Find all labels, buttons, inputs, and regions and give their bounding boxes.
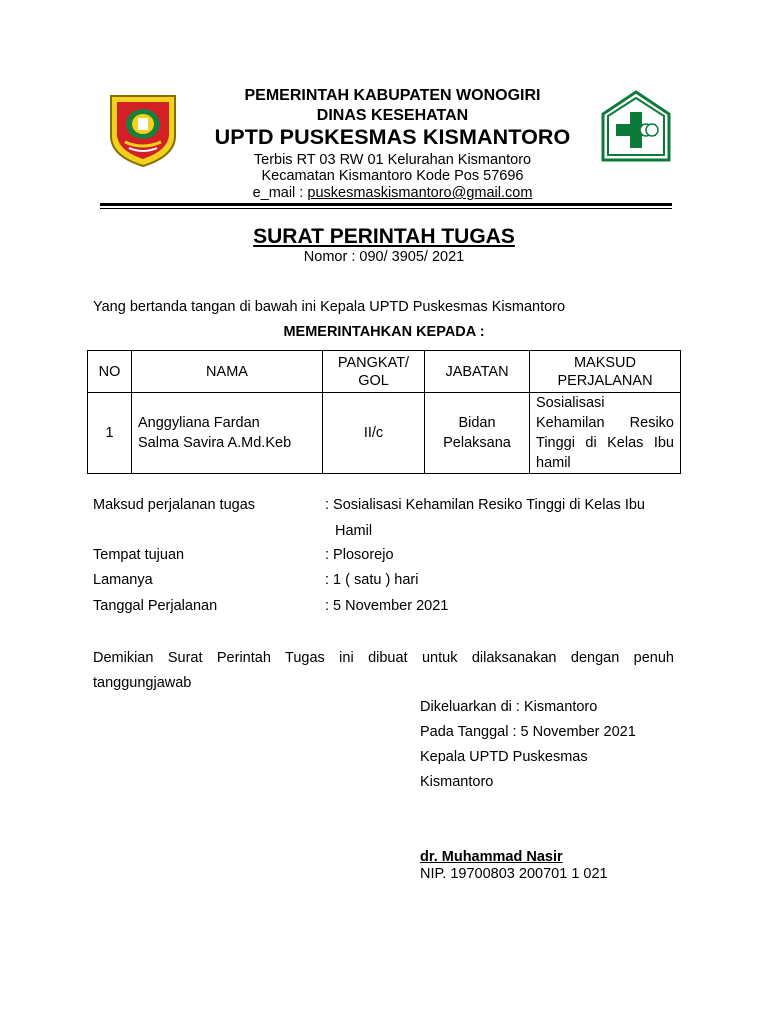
- header-no: NO: [88, 351, 132, 393]
- cell-jabatan-line2: Pelaksana: [443, 435, 511, 451]
- header-nama: NAMA: [132, 351, 323, 393]
- letter-number: Nomor : 090/ 3905/ 2021: [303, 249, 465, 265]
- duration-value: : 1 ( satu ) hari: [325, 572, 419, 588]
- header-maksud-line1: MAKSUD: [573, 354, 637, 371]
- cell-nama-line2: Salma Savira A.Md.Keb: [138, 435, 292, 451]
- wonogiri-emblem-logo: [107, 92, 179, 168]
- cell-jabatan: [425, 393, 530, 474]
- closing-line-1: Demikian Surat Perintah Tugas ini dibuat untuk dilaksanakan dengan penuh: [93, 650, 674, 666]
- cell-gol: II/c: [323, 393, 425, 474]
- header-maksud: [530, 351, 681, 393]
- signer-name: dr. Muhammad Nasir: [420, 849, 563, 865]
- cell-maksud-line4: hamil: [536, 455, 571, 471]
- header-pangkat-line2: GOL: [358, 372, 389, 389]
- cell-no: 1: [88, 393, 132, 474]
- intro-text: Yang bertanda tangan di bawah ini Kepala UPTD Puskesmas Kismantoro: [93, 299, 566, 315]
- purpose-value-cont: Hamil: [335, 523, 373, 539]
- letterhead-divider-thick: [100, 203, 672, 206]
- destination-value: : Plosorejo: [325, 547, 394, 563]
- address-line-1: Terbis RT 03 RW 01 Kelurahan Kismantoro: [253, 152, 532, 168]
- table-header-row: [88, 351, 681, 393]
- destination-label: Tempat tujuan: [93, 547, 185, 563]
- date-value: : 5 November 2021: [325, 598, 449, 614]
- government-name: PEMERINTAH KABUPATEN WONOGIRI: [244, 87, 541, 104]
- puskesmas-logo: [601, 90, 671, 162]
- table-row: [88, 393, 681, 474]
- signer-nip: NIP. 19700803 200701 1 021: [420, 866, 608, 882]
- issued-at: Dikeluarkan di : Kismantoro: [420, 699, 598, 715]
- issued-date: Pada Tanggal : 5 November 2021: [420, 724, 636, 740]
- signer-position-line1: Kepala UPTD Puskesmas: [420, 749, 588, 765]
- purpose-label: Maksud perjalanan tugas: [93, 497, 256, 513]
- signer-position-line2: Kismantoro: [420, 774, 494, 790]
- duration-label: Lamanya: [93, 572, 153, 588]
- header-pangkat-line1: PANGKAT/: [337, 354, 410, 371]
- email-link[interactable]: puskesmaskismantoro@gmail.com: [307, 185, 533, 201]
- cell-maksud-line1: Sosialisasi: [536, 395, 605, 411]
- closing-line-2: tanggungjawab: [93, 675, 192, 691]
- order-heading: MEMERINTAHKAN KEPADA :: [283, 324, 485, 340]
- cell-nama-line1: Anggyliana Fardan: [138, 415, 260, 431]
- header-jabatan: JABATAN: [425, 351, 530, 393]
- department-name: DINAS KESEHATAN: [316, 107, 469, 124]
- assignment-table: [87, 350, 681, 474]
- email-label: e_mail :: [252, 185, 308, 201]
- email-line: [200, 185, 585, 201]
- header-pangkat: [323, 351, 425, 393]
- letter-title: SURAT PERINTAH TUGAS: [253, 225, 515, 248]
- header-maksud-line2: PERJALANAN: [557, 372, 653, 389]
- letterhead-divider-thin: [100, 208, 672, 209]
- address-line-2: Kecamatan Kismantoro Kode Pos 57696: [261, 168, 524, 184]
- date-label: Tanggal Perjalanan: [93, 598, 218, 614]
- cell-nama: [132, 393, 323, 474]
- institution-name: UPTD PUSKESMAS KISMANTORO: [214, 125, 571, 149]
- cell-jabatan-line1: Bidan: [458, 415, 496, 431]
- cell-maksud-line2: Kehamilan Resiko: [536, 415, 674, 431]
- purpose-value: : Sosialisasi Kehamilan Resiko Tinggi di Kelas Ibu: [325, 497, 645, 513]
- cell-maksud: [530, 393, 681, 474]
- cell-maksud-line3: Tinggi di Kelas Ibu: [536, 435, 674, 451]
